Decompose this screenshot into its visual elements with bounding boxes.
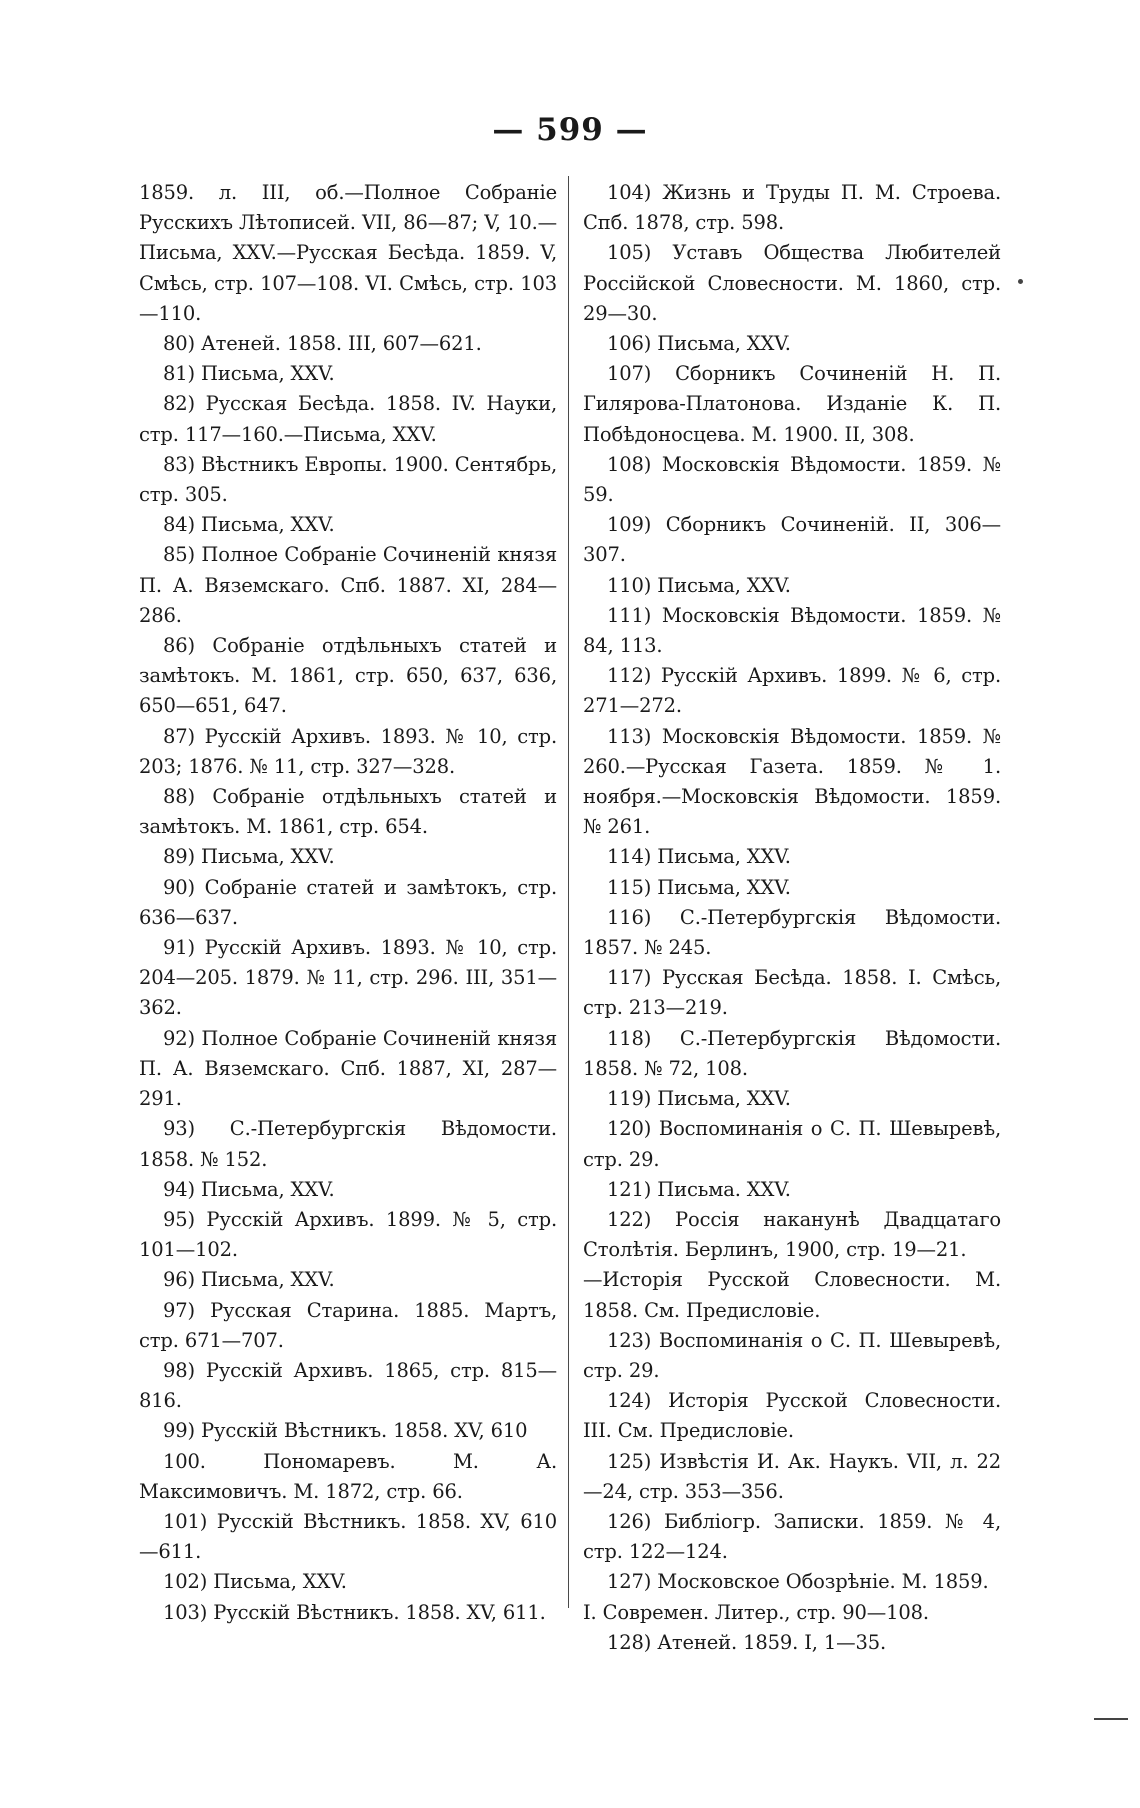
- note-entry-98: 98) Русскій Архивъ. 1865, стр. 815—816.: [139, 1358, 557, 1413]
- note-entry-101: 101) Русскій Вѣстникъ. 1858. XV, 610—611.: [139, 1509, 557, 1564]
- note-entry-94: 94) Письма, XXV.: [163, 1177, 335, 1201]
- column-divider: [568, 176, 569, 1608]
- right-column: [583, 178, 1001, 1658]
- note-entry-86: 86) Собраніе отдѣльныхъ статей и замѣтокъ. М. 1861, стр. 650, 637, 636, 650—651, 647.: [139, 634, 557, 718]
- note-entry-107: 107) Сборникъ Сочиненій Н. П. Гилярова-Платонова. Изданіе К. П. Побѣдоносцева. М. 1900. II, 308.: [583, 362, 1001, 446]
- note-entry-123: 123) Воспоминанія о С. П. Шевыревѣ, стр. 29.: [583, 1328, 1001, 1382]
- note-entry-119: 119) Письма, XXV.: [607, 1087, 791, 1111]
- note-entry-111: 111) Московскія Вѣдомости. 1859. № 84, 113.: [583, 603, 1001, 658]
- note-entry-92: 92) Полное Собраніе Сочиненій князя П. А. Вяземскаго. Спб. 1887, XI, 287—291.: [139, 1026, 557, 1111]
- note-entry-106: 106) Письма, XXV.: [607, 332, 791, 356]
- note-entry-103: 103) Русскій Вѣстникъ. 1858. XV, 611.: [163, 1600, 546, 1624]
- note-entry-88: 88) Собраніе отдѣльныхъ статей и замѣтокъ. М. 1861, стр. 654.: [139, 785, 557, 839]
- note-entry-128: 128) Атеней. 1859. I, 1—35.: [607, 1630, 887, 1654]
- left-column: [139, 178, 557, 1628]
- note-entry-96: 96) Письма, XXV.: [163, 1268, 335, 1292]
- note-entry-90: 90) Собраніе статей и замѣтокъ, стр. 636—637.: [139, 875, 557, 929]
- note-entry-125: 125) Извѣстія И. Ак. Наукъ. VII, л. 22—24, стр. 353—356.: [583, 1449, 1001, 1503]
- note-entry-80: 80) Атеней. 1858. III, 607—621.: [163, 332, 482, 356]
- note-entry-113: 113) Московскія Вѣдомости. 1859. № 260.—Русская Газета. 1859. № 1. ноября.—Московскія Вѣдомости. 1859. № 261.: [583, 724, 1001, 839]
- note-entry-97: 97) Русская Старина. 1885. Мартъ, стр. 671—707.: [139, 1298, 557, 1352]
- note-entry-122-continuation: —Исторія Русской Словесности. М. 1858. См. Предисловіе.: [583, 1268, 1001, 1322]
- note-entry-89: 89) Письма, XXV.: [163, 845, 335, 869]
- note-entry-100: 100. Пономаревъ. М. А. Максимовичъ. М. 1872, стр. 66.: [139, 1449, 557, 1503]
- note-entry-117: 117) Русская Бесѣда. 1858. I. Смѣсь, стр. 213—219.: [583, 966, 1001, 1020]
- note-entry-102: 102) Письма, XXV.: [163, 1570, 347, 1594]
- note-entry-109: 109) Сборникъ Сочиненій. II, 306—307.: [583, 513, 1001, 567]
- note-entry-87: 87) Русскій Архивъ. 1893. № 10, стр. 203; 1876. № 11, стр. 327—328.: [139, 724, 557, 778]
- scan-dot-mark: [1018, 279, 1023, 284]
- note-entry-99: 99) Русскій Вѣстникъ. 1858. XV, 610: [163, 1419, 528, 1443]
- note-entry-81: 81) Письма, XXV.: [163, 362, 335, 386]
- note-entry-105: 105) Уставъ Общества Любителей Россійской Словесности. М. 1860, стр. 29—30.: [583, 241, 1001, 325]
- note-entry-112: 112) Русскій Архивъ. 1899. № 6, стр. 271—272.: [583, 664, 1001, 718]
- note-entry-114: 114) Письма, XXV.: [607, 845, 791, 869]
- note-entry-104: 104) Жизнь и Труды П. М. Строева. Спб. 1878, стр. 598.: [583, 181, 1001, 235]
- note-entry-110: 110) Письма, XXV.: [607, 573, 791, 597]
- scan-line-mark: [1094, 1718, 1128, 1720]
- note-entry-118: 118) С.-Петербургскія Вѣдомости. 1858. № 72, 108.: [583, 1026, 1001, 1080]
- note-entry-116: 116) С.-Петербургскія Вѣдомости. 1857. № 245.: [583, 905, 1001, 960]
- page-number: — 599 —: [492, 112, 648, 148]
- note-entry-124: 124) Исторія Русской Словесности. III. См. Предисловіе.: [583, 1389, 1001, 1443]
- note-entry-126: 126) Библіогр. Записки. 1859. № 4, стр. 122—124.: [583, 1509, 1001, 1564]
- note-entry-82: 82) Русская Бесѣда. 1858. IV. Науки, стр. 117—160.—Письма, XXV.: [139, 392, 557, 446]
- note-entry-95: 95) Русскій Архивъ. 1899. № 5, стр. 101—102.: [139, 1207, 557, 1262]
- note-entry-121: 121) Письма. XXV.: [607, 1177, 791, 1201]
- note-entry-91: 91) Русскій Архивъ. 1893. № 10, стр. 204—205. 1879. № 11, стр. 296. III, 351—362.: [139, 936, 557, 1020]
- note-entry-120: 120) Воспоминанія о С. П. Шевыревѣ, стр. 29.: [583, 1117, 1001, 1171]
- note-entry-108: 108) Московскія Вѣдомости. 1859. № 59.: [583, 452, 1001, 507]
- note-entry-83: 83) Вѣстникъ Европы. 1900. Сентябрь, стр. 305.: [139, 452, 557, 507]
- note-entry-85: 85) Полное Собраніе Сочиненій князя П. А. Вяземскаго. Спб. 1887. XI, 284—286.: [139, 543, 557, 627]
- note-entry-93: 93) С.-Петербургскія Вѣдомости. 1858. № 152.: [139, 1117, 557, 1171]
- note-entry-84: 84) Письма, XXV.: [163, 513, 335, 537]
- note-entry-continuation: 1859. л. III, об.—Полное Собраніе Русскихъ Лѣтописей. VII, 86—87; V, 10.—Письма, XXV.—Русская Бесѣда. 1859. V, Смѣсь, стр. 107—108. VI. Смѣсь, стр. 103—110.: [139, 181, 557, 325]
- note-entry-127: 127) Московское Обозрѣніе. М. 1859.: [607, 1570, 989, 1594]
- note-entry-127-continuation: I. Современ. Литер., стр. 90—108.: [583, 1600, 929, 1624]
- note-entry-122: 122) Россія наканунѣ Двадцатаго Столѣтія. Берлинъ, 1900, стр. 19—21.: [583, 1207, 1001, 1262]
- note-entry-115: 115) Письма, XXV.: [607, 875, 791, 899]
